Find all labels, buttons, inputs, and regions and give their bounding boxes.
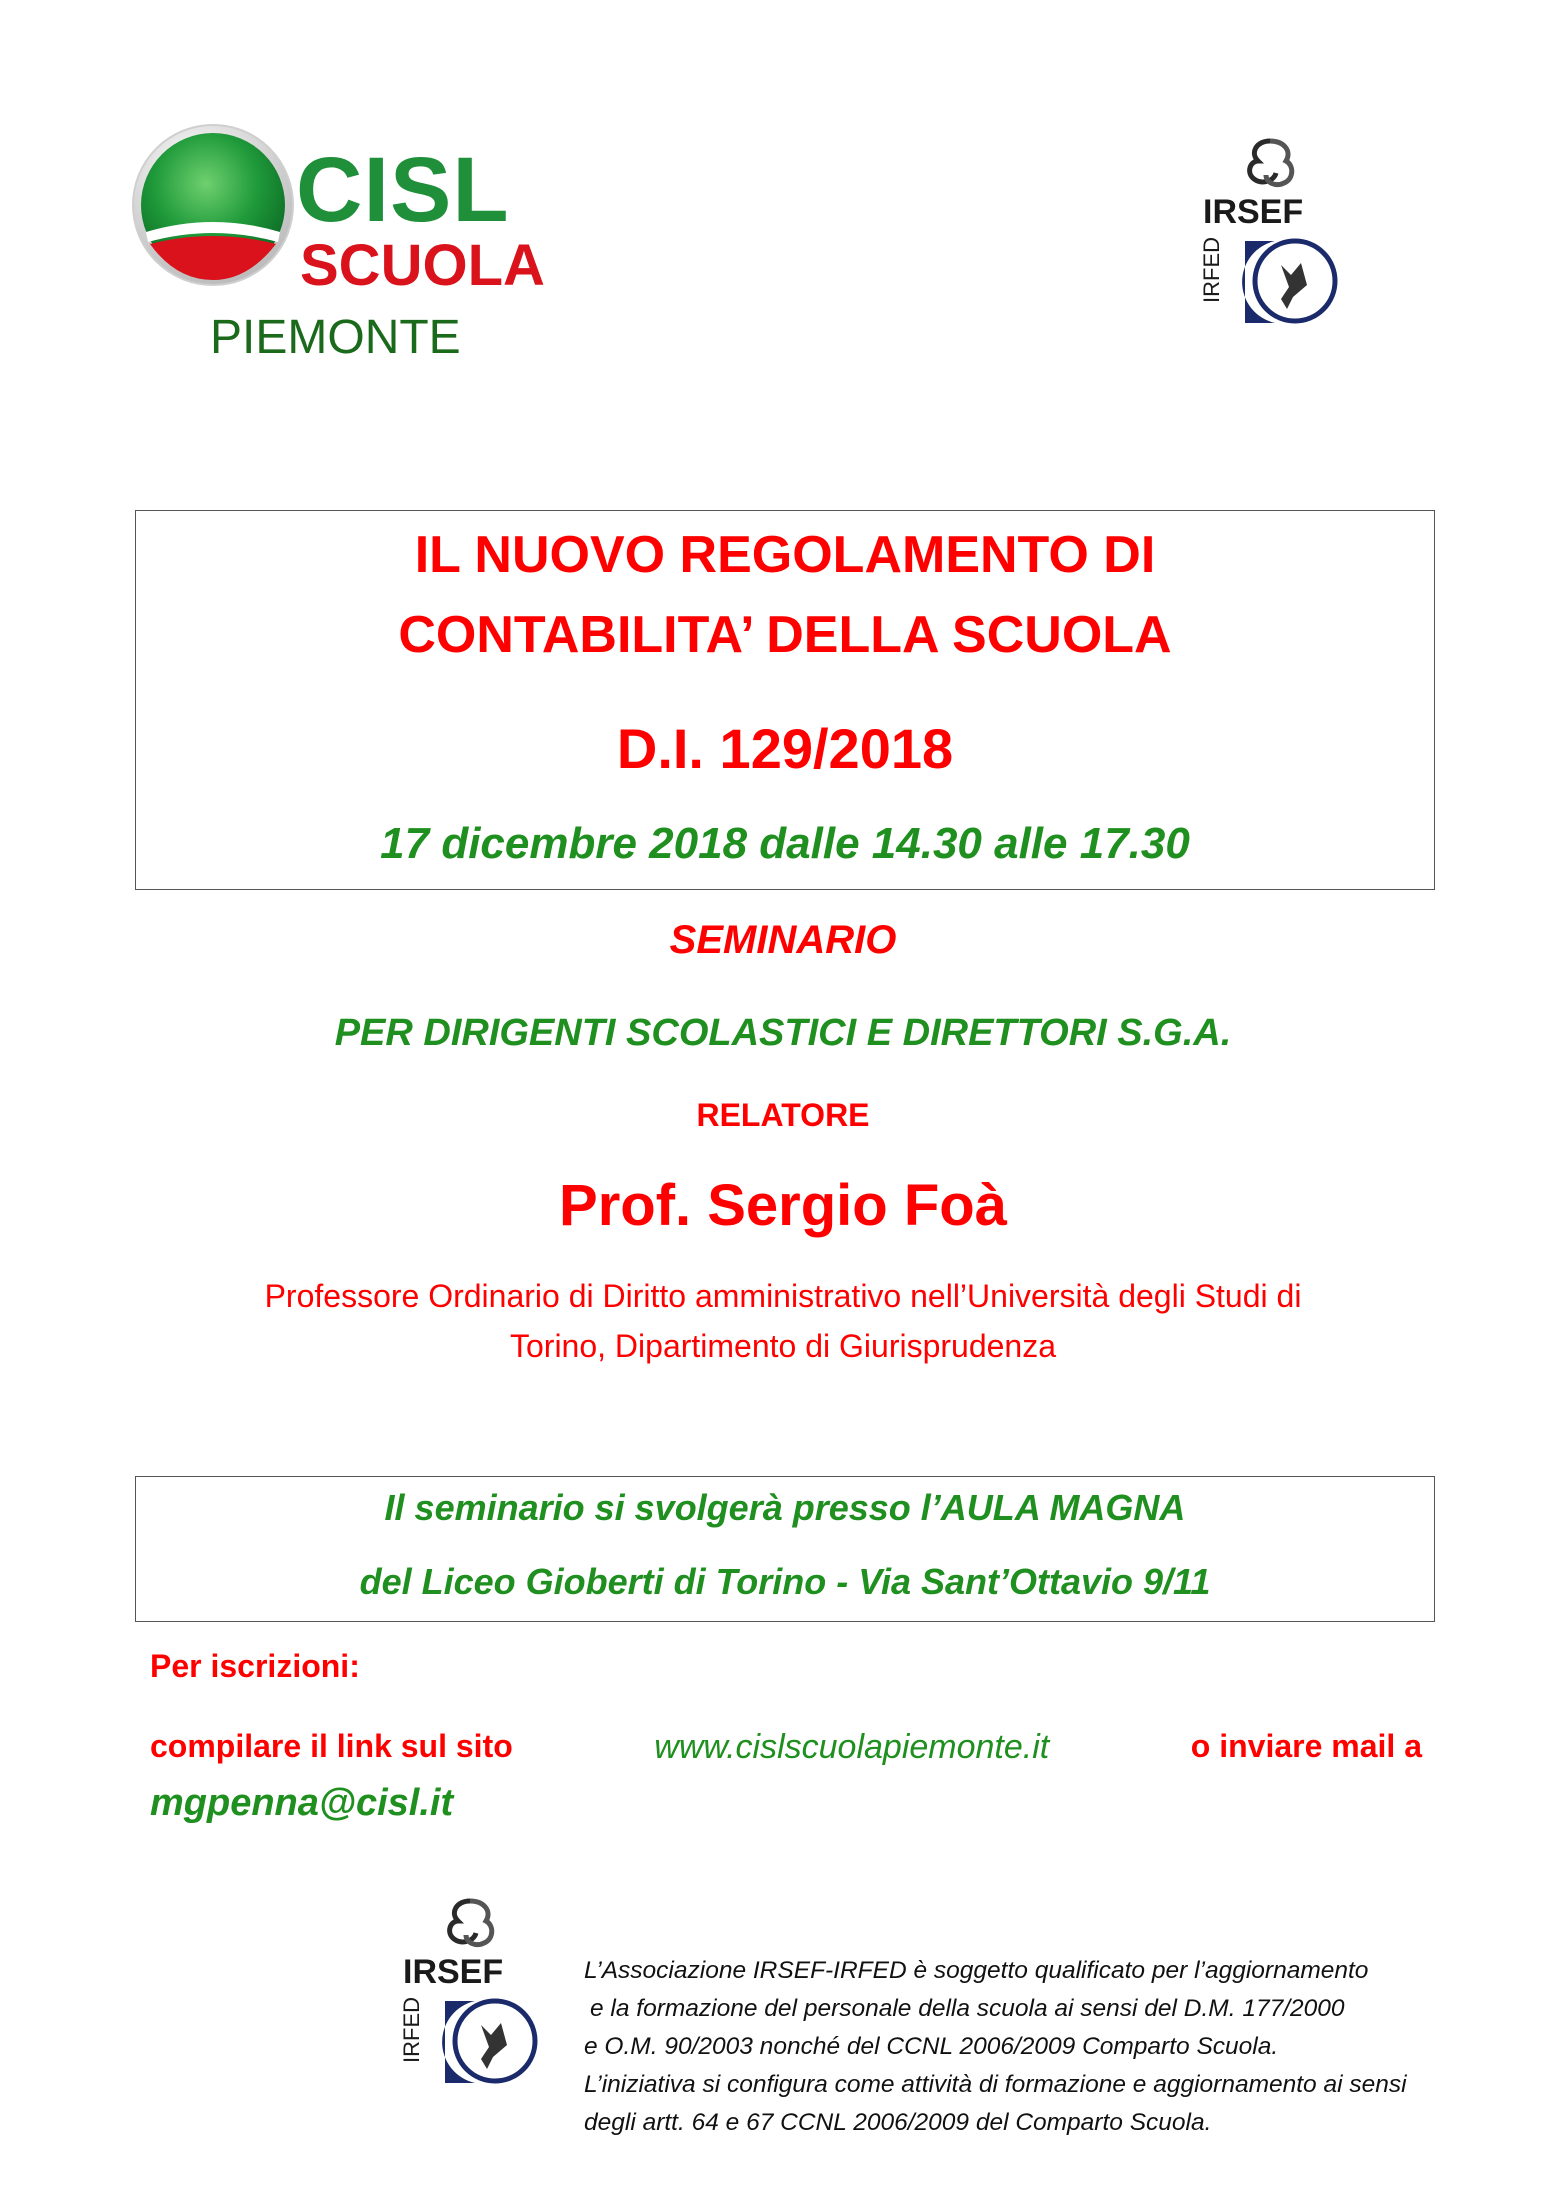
- registration-text-before: compilare il link sul sito: [150, 1728, 513, 1764]
- registration-heading: Per iscrizioni:: [150, 1648, 360, 1684]
- venue-line-2: del Liceo Gioberti di Torino - Via Sant’Ottavio 9/11: [359, 1561, 1211, 1602]
- venue-line-1: Il seminario si svolgerà presso l’AULA MAGNA: [384, 1487, 1186, 1528]
- title-line-1: IL NUOVO REGOLAMENTO DI: [414, 526, 1156, 584]
- speaker-description-line-1: Professore Ordinario di Diritto amministrativo nell’Università degli Studi di: [264, 1278, 1302, 1314]
- title-box: [135, 510, 1435, 890]
- irsef-emblem-icon: [1231, 235, 1341, 327]
- irsef-emblem-icon: [431, 1995, 541, 2087]
- cisl-circle-icon: [128, 120, 298, 290]
- event-date: 17 dicembre 2018 dalle 14.30 alle 17.30: [380, 819, 1190, 868]
- seminar-audience: PER DIRIGENTI SCOLASTICI E DIRETTORI S.G.A.: [334, 1012, 1232, 1054]
- note-line-5: degli artt. 64 e 67 CCNL 2006/2009 del Comparto Scuola.: [584, 2109, 1212, 2136]
- seminar-label: SEMINARIO: [669, 918, 897, 962]
- note-line-3: e O.M. 90/2003 nonché del CCNL 2006/2009 Comparto Scuola.: [584, 2033, 1279, 2060]
- note-line-1: L’Associazione IRSEF-IRFED è soggetto qualificato per l’aggiornamento: [584, 1957, 1369, 1984]
- venue-box: [135, 1476, 1435, 1622]
- piemonte-wordmark: PIEMONTE: [210, 311, 461, 364]
- irfed-wordmark: IRFED: [1199, 237, 1224, 303]
- speaker-label: RELATORE: [696, 1097, 870, 1133]
- speaker-name: Prof. Sergio Foà: [559, 1173, 1007, 1238]
- website-link[interactable]: www.cislscuolapiemonte.it: [654, 1728, 1050, 1766]
- accreditation-note: [584, 1952, 1524, 2142]
- irsef-wordmark: IRSEF: [403, 1953, 504, 1991]
- irsef-swirl-icon: [1240, 135, 1300, 191]
- scuola-wordmark: SCUOLA: [300, 233, 545, 298]
- title-line-2: CONTABILITA’ DELLA SCUOLA: [398, 606, 1172, 664]
- registration-line: [150, 1728, 1422, 1767]
- speaker-description-line-2: Torino, Dipartimento di Giurisprudenza: [509, 1328, 1057, 1364]
- note-line-2: e la formazione del personale della scuola ai sensi del D.M. 177/2000: [590, 1995, 1345, 2022]
- irfed-wordmark: IRFED: [399, 1997, 424, 2063]
- contact-email[interactable]: mgpenna@cisl.it: [150, 1782, 454, 1824]
- irsef-wordmark: IRSEF: [1203, 193, 1304, 231]
- registration-text-after: o inviare mail a: [1190, 1728, 1422, 1764]
- decree-number: D.I. 129/2018: [616, 717, 954, 780]
- irsef-logo-bottom: [395, 1895, 555, 2095]
- cisl-scuola-logo: [128, 120, 558, 370]
- irsef-swirl-icon: [440, 1895, 500, 1951]
- note-line-4: L’iniziativa si configura come attività di formazione e aggiornamento ai sensi: [584, 2071, 1407, 2098]
- cisl-wordmark: CISL: [296, 139, 510, 241]
- irsef-logo-top: [1195, 135, 1355, 335]
